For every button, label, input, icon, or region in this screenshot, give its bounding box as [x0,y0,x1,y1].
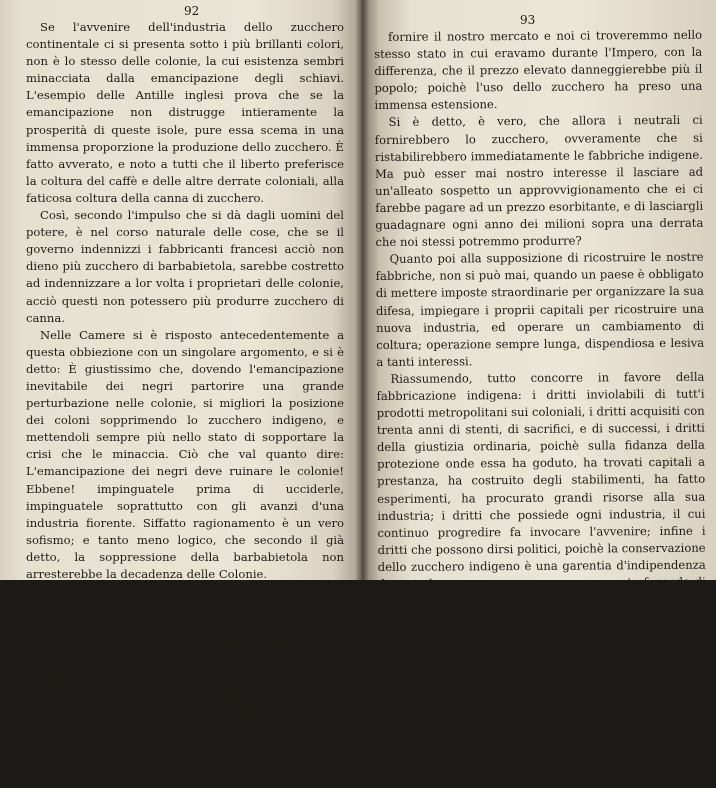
show-through-texture [648,446,708,576]
book-gutter [355,0,369,580]
paragraph: Nelle Camere si è risposto antecedentemente a questa obbiezione con un singolare argomento, e si è detto: È giustissimo che, dovendo l'emancipazione inevitabile dei negri partorire una grande perturbazione nelle colonie, si migliori la posizione dei coloni sopprimendo lo zucchero indigeno, e mettendoli sempre più nello stato di sopportare la crisi che le minaccia. Ciò che val quanto dire: L'emancipazione dei negri deve ruinare le colonie! Ebbene! impinguatele prima di ucciderle, impinguatele soprattutto con gli avanzi d'una industria fiorente. Siffatto ragionamento è un vero sofismo; e tanto meno logico, che secondo il già detto, la soppressione della barbabietola non arresterebbe la decadenza delle Colonie. [26,327,344,581]
paragraph: Così, secondo l'impulso che si dà dagli uomini del potere, è nel corso naturale delle cose, che se il governo indennizzi i fabbricanti francesi acciò non dieno più zucchero di barbabietola, sarebbe costretto ad indennizzare a lor volta i proprietari delle colonie, acciò questi non potessero più produrre zucchero di canna. [26,208,344,325]
page-number-left: 92 [184,4,200,18]
paragraph: Quanto poi alla supposizione di ricostruire le nostre fabbriche, non si può mai, quando un paese è obbligato di mettere imposte straordinarie per organizzare la sua difesa, impiegare i proprii capitali per ricostruire una nuova industria, ed operare un cambiamento di coltura; operazione sempre lunga, dispendiosa e lesiva a tanti interessi. [375,249,705,369]
page-number-right: 93 [520,13,536,27]
paragraph: fornire il nostro mercato e noi ci troveremmo nello stesso stato in cui eravamo durante l'Impero, con la differenza, che il prezzo elevato danneggierebbe più il popolo; poichè l'uso dello zucchero ha preso una immensa estensione. [374,27,703,113]
paragraph: Riassumendo, tutto concorre in favore della fabbricazione indigena: i dritti inviolabili di tutt'i prodotti metropolitani sui coloniali, i dritti acquisiti con trenta anni di stenti, di sacrifici, e di successi, i dritti della giustizia ordinaria, poichè sulla fidanza della protezione onde essa ha goduto, ha trovati capitali a prestanza, ha costruito degli stabilimenti, ha fatto esperimenti, ha procurato grandi risorse alla sua industria; i dritti che possiede ogni industria, il cui continuo progredire fa invocare l'avvenire; infine i dritti che possono dirsi politici, poichè la conservazione dello zucchero indigeno è una garentia d'indipendenza durante la guerra, come pure una sorgente feconda di lavoro e di prosperità durante la pace. [376,369,706,609]
right-page [362,0,716,609]
paragraph: Si è detto, è vero, che allora i neutrali ci fornirebbero lo zucchero, ovveramente che si ristabilirebbero immediatamente le fabbriche indigene. Ma può esser mai nostro interesse il lasciare ad un'alleato sospetto un approvvigionamento che ei ci farebbe pagare ad un prezzo esorbitante, e di lasciargli guadagnare ogni anno dei milioni sopra una derrata che noi stessi potremmo produrre? [374,113,704,250]
left-page-body [26,19,344,788]
paragraph: Ultima considerazione di un ordine elevato in favore dello zucchero indigeno, e che equivale ad un dritto, è l'Indipendenza. Una nazione è colpevole di lasciare in balìa delle altre il suo approvvigionamento di derrate di prima necessità. Poter da un giorno all'altro sentirsi privo di pane, di zucchero, di ferro è lo stesso che lasciare il suo destino in balìa di un decreto estero; è una specie di suicidio anticipato che si è voluto prevenire accordando una protezione speciale ai grani ed ai ferri francesi. [26,584,344,752]
paragraph: Se scoppiasse la guerra le nostre colonie non potrebbero più [26,755,344,787]
paragraph: Se l'avvenire dell'industria dello zucchero continentale ci si presenta sotto i più brillanti colori, non è lo stesso delle colonie, la cui esistenza sembri minacciata dalla emancipazione degli schiavi. L'esempio delle Antille inglesi prova che se la emancipazione non distrugge intieramente la prosperità di queste isole, pure essa scema in una immensa proporzione la produzione dello zucchero. È fatto avverato, e noto a tutti che il liberto preferisce la coltura del caffè e delle altre derrate coloniali, alla faticosa coltura della canna di zucchero. [26,20,344,205]
